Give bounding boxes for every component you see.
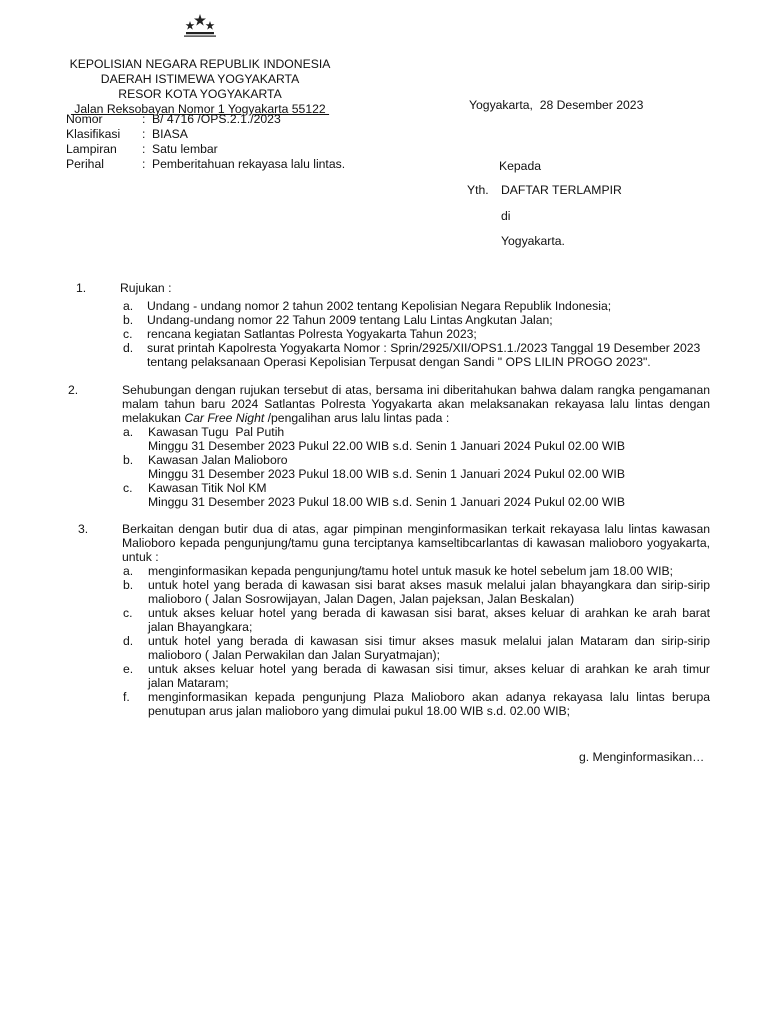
police-emblem-icon (178, 10, 222, 50)
recipient-kepada: Kepada (499, 159, 542, 173)
section2-place-a: Kawasan Tugu Pal Putih (148, 425, 285, 439)
letterhead-line2: DAERAH ISTIMEWA YOGYAKARTA (100, 72, 300, 86)
list-letter: e. (123, 662, 134, 676)
letterhead (66, 57, 334, 117)
section3-item-c-line1: untuk akses keluar hotel yang berada di kawasan sisi barat, akses keluar di arahkan ke arah barat (148, 606, 710, 620)
section3-line2: Malioboro kepada pengunjung/tamu guna terciptanya kamseltibcarlantas di kawasan malioboro yogyakarta, (122, 536, 710, 550)
section2-time-a: Minggu 31 Desember 2023 Pukul 22.00 WIB s.d. Senin 1 Januari 2024 Pukul 02.00 WIB (148, 439, 625, 453)
section2-line3-pre: melakukan (122, 411, 185, 425)
letterhead-line3: RESOR KOTA YOGYAKARTA (118, 87, 282, 101)
meta-label: Klasifikasi (66, 127, 121, 141)
meta-label: Lampiran (66, 142, 117, 156)
list-letter: b. (123, 578, 134, 592)
section3-item-e-line1: untuk akses keluar hotel yang berada di kawasan sisi timur, akses keluar di arahkan ke arah timur (148, 662, 710, 676)
section2-number: 2. (68, 383, 79, 397)
section2-time-c: Minggu 31 Desember 2023 Pukul 18.00 WIB s.d. Senin 1 Januari 2024 Pukul 02.00 WIB (148, 495, 625, 509)
place-date: Yogyakarta, 28 Desember 2023 (469, 98, 644, 112)
section3-item-d-line1: untuk hotel yang berada di kawasan sisi timur akses masuk melalui jalan Mataram dan sirip-sirip (148, 634, 710, 648)
section1-item-b: Undang-undang nomor 22 Tahun 2009 tentang Lalu Lintas Angkutan Jalan; (147, 313, 553, 327)
meta-colon: : (142, 112, 146, 126)
list-letter: b. (123, 453, 134, 467)
meta-colon: : (142, 127, 146, 141)
list-letter: c. (123, 606, 133, 620)
section1-item-a: Undang - undang nomor 2 tahun 2002 tentang Kepolisian Negara Republik Indonesia; (147, 299, 612, 313)
section2-line1: Sehubungan dengan rujukan tersebut di atas, bersama ini diberitahukan bahwa dalam rangka pengamanan (122, 383, 710, 397)
section2-line2: malam tahun baru 2024 Satlantas Polresta Yogyakarta akan melaksanakan rekayasa lalu lintas dengan (122, 397, 710, 411)
list-letter: f. (123, 690, 130, 704)
meta-value: B/ 4716 /OPS.2.1./2023 (152, 112, 281, 126)
meta-value: BIASA (152, 127, 188, 141)
section1-item-c: rencana kegiatan Satlantas Polresta Yogyakarta Tahun 2023; (147, 327, 477, 341)
section2-time-b: Minggu 31 Desember 2023 Pukul 18.00 WIB s.d. Senin 1 Januari 2024 Pukul 02.00 WIB (148, 467, 625, 481)
meta-colon: : (142, 142, 146, 156)
section1-item-d-line2: tentang pelaksanaan Operasi Kepolisian Terpusat dengan Sandi " OPS LILIN PROGO 2023". (147, 355, 651, 369)
list-letter: d. (123, 341, 134, 355)
recipient-di: di (501, 209, 511, 223)
meta-value: Satu lembar (152, 142, 218, 156)
section3-item-e-line2: jalan Mataram; (148, 676, 229, 690)
section1-number: 1. (76, 281, 87, 295)
list-letter: c. (123, 327, 133, 341)
section1-title: Rujukan : (120, 281, 172, 295)
section3-item-f-line1: menginformasikan kepada pengunjung Plaza Malioboro akan adanya rekayasa lalu lintas berupa (148, 690, 710, 704)
list-letter: c. (123, 481, 133, 495)
meta-label: Nomor (66, 112, 103, 126)
section3-item-d-line2: malioboro ( Jalan Perwakilan dan Jalan Suryatmajan); (148, 648, 440, 662)
list-letter: b. (123, 313, 134, 327)
list-letter: d. (123, 634, 134, 648)
meta-colon: : (142, 157, 146, 171)
recipient-yth: Yth. (467, 183, 489, 197)
recipient-city: Yogyakarta. (501, 234, 565, 248)
section1-item-d-line1: surat printah Kapolresta Yogyakarta Nomor : Sprin/2925/XII/OPS1.1./2023 Tanggal 19 Desember 2023 (147, 341, 701, 355)
recipient-name: DAFTAR TERLAMPIR (501, 183, 622, 197)
section3-item-c-line2: jalan Bhayangkara; (148, 620, 253, 634)
list-letter: a. (123, 425, 134, 439)
section3-item-b-line2: malioboro ( Jalan Sosrowijayan, Jalan Dagen, Jalan pajeksan, Jalan Beskalan) (148, 592, 575, 606)
section2-line3 (122, 411, 449, 426)
section2-line3-post: /pengalihan arus lalu lintas pada : (267, 411, 450, 425)
section3-line1: Berkaitan dengan butir dua di atas, agar pimpinan menginformasikan terkait rekayasa lalu lintas kawasan (122, 522, 710, 536)
letterhead-address: Jalan Reksobayan Nomor 1 Yogyakarta 55122 (70, 102, 330, 116)
section3-item-b-line1: untuk hotel yang berada di kawasan sisi barat akses masuk melalui jalan bhayangkara dan sirip-sirip (148, 578, 710, 592)
section2-place-b: Kawasan Jalan Malioboro (148, 453, 288, 467)
meta-label: Perihal (66, 157, 104, 171)
section2-place-c: Kawasan Titik Nol KM (148, 481, 267, 495)
car-free-night-term: Car Free Night (184, 411, 268, 425)
section3-number: 3. (78, 522, 89, 536)
letterhead-line1: KEPOLISIAN NEGARA REPUBLIK INDONESIA (69, 57, 331, 71)
section3-line3: untuk : (122, 550, 159, 564)
section3-item-a-line1: menginformasikan kepada pengunjung/tamu hotel untuk masuk ke hotel sebelum jam 18.00 WIB; (148, 564, 674, 578)
section3-item-f-line2: penutupan arus jalan malioboro yang dimulai pukul 18.00 WIB s.d. 02.00 WIB; (148, 704, 571, 718)
meta-value: Pemberitahuan rekayasa lalu lintas. (152, 157, 346, 171)
list-letter: a. (123, 564, 134, 578)
page-continuation: g. Menginformasikan… (579, 750, 705, 764)
list-letter: a. (123, 299, 134, 313)
